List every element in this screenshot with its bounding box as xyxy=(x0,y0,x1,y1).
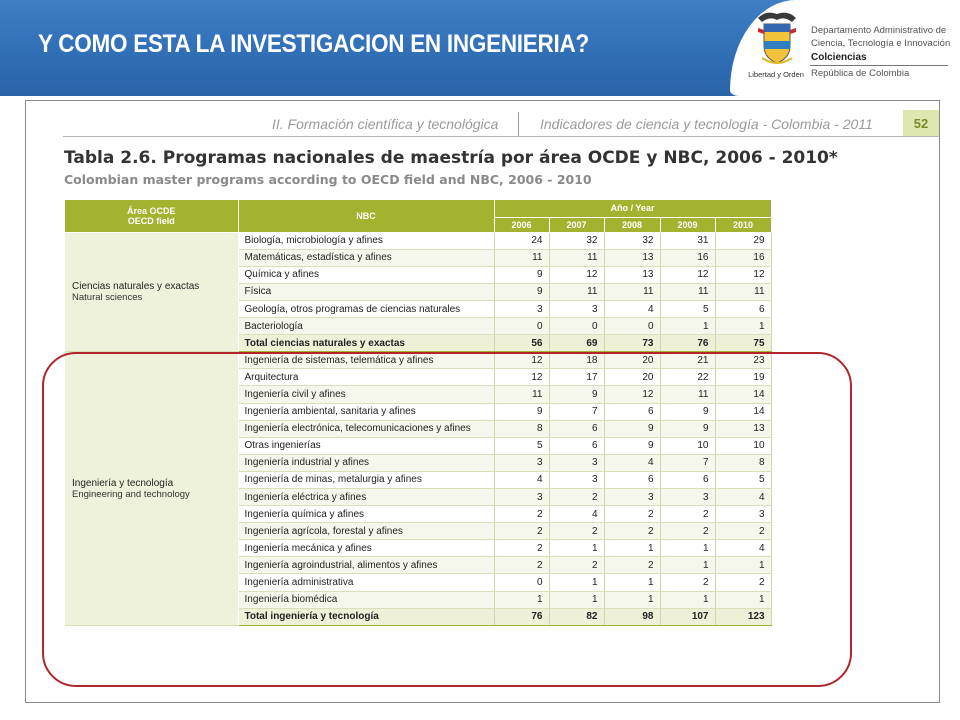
nbc-cell: Ingeniería administrativa xyxy=(238,574,494,591)
nbc-cell: Química y afines xyxy=(238,266,494,283)
nbc-cell: Biología, microbiología y afines xyxy=(238,232,494,249)
value-cell: 2 xyxy=(549,489,604,506)
header-nbc: NBC xyxy=(238,200,494,232)
value-cell: 3 xyxy=(660,489,715,506)
value-cell: 11 xyxy=(494,386,549,403)
value-cell: 20 xyxy=(604,352,660,369)
value-cell: 16 xyxy=(715,249,771,266)
value-cell: 1 xyxy=(494,591,549,608)
value-cell: 21 xyxy=(660,352,715,369)
value-cell: 5 xyxy=(715,471,771,488)
value-cell: 13 xyxy=(604,266,660,283)
value-cell: 75 xyxy=(715,335,771,352)
table-header-row xyxy=(65,200,771,217)
value-cell: 2 xyxy=(494,506,549,523)
value-cell: 9 xyxy=(494,266,549,283)
value-cell: 1 xyxy=(660,557,715,574)
header-year: 2009 xyxy=(660,217,715,232)
value-cell: 13 xyxy=(715,420,771,437)
table-row xyxy=(65,232,771,249)
value-cell: 76 xyxy=(660,335,715,352)
area-cell xyxy=(65,232,238,352)
value-cell: 3 xyxy=(549,471,604,488)
value-cell: 11 xyxy=(549,249,604,266)
area-name-es: Ciencias naturales y exactas xyxy=(72,280,200,292)
value-cell: 5 xyxy=(494,437,549,454)
value-cell: 12 xyxy=(549,266,604,283)
value-cell: 3 xyxy=(549,454,604,471)
value-cell: 32 xyxy=(604,232,660,249)
value-cell: 82 xyxy=(549,608,604,625)
value-cell: 1 xyxy=(660,318,715,335)
nbc-cell: Total ciencias naturales y exactas xyxy=(238,335,494,352)
value-cell: 1 xyxy=(715,591,771,608)
nbc-cell: Ingeniería agrícola, forestal y afines xyxy=(238,523,494,540)
nbc-cell: Ingeniería agroindustrial, alimentos y afines xyxy=(238,557,494,574)
value-cell: 2 xyxy=(604,523,660,540)
running-header-left: II. Formación científica y tecnológica xyxy=(272,116,499,132)
value-cell: 69 xyxy=(549,335,604,352)
value-cell: 9 xyxy=(494,283,549,300)
value-cell: 19 xyxy=(715,369,771,386)
header-year-group: Año / Year xyxy=(494,200,771,217)
nbc-cell: Bacteriología xyxy=(238,318,494,335)
value-cell: 2 xyxy=(660,574,715,591)
area-name-es: Ingeniería y tecnología xyxy=(72,477,174,489)
nbc-cell: Geología, otros programas de ciencias naturales xyxy=(238,300,494,317)
value-cell: 17 xyxy=(549,369,604,386)
org-name-line-2: Ciencia, Tecnología e Innovación xyxy=(811,38,951,49)
value-cell: 11 xyxy=(660,283,715,300)
header-year: 2007 xyxy=(549,217,604,232)
slide-title: Y COMO ESTA LA INVESTIGACION EN INGENIERIA? xyxy=(38,30,589,58)
header-area-en: OECD field xyxy=(127,215,175,226)
nbc-cell: Física xyxy=(238,283,494,300)
value-cell: 5 xyxy=(660,300,715,317)
running-header-divider xyxy=(518,112,519,136)
value-cell: 12 xyxy=(660,266,715,283)
header-year: 2010 xyxy=(715,217,771,232)
value-cell: 11 xyxy=(494,249,549,266)
value-cell: 18 xyxy=(549,352,604,369)
value-cell: 2 xyxy=(494,557,549,574)
value-cell: 4 xyxy=(604,454,660,471)
nbc-cell: Ingeniería de sistemas, telemática y afines xyxy=(238,352,494,369)
value-cell: 3 xyxy=(604,489,660,506)
value-cell: 6 xyxy=(549,437,604,454)
value-cell: 6 xyxy=(604,403,660,420)
nbc-cell: Ingeniería civil y afines xyxy=(238,386,494,403)
table-body xyxy=(65,232,771,625)
value-cell: 16 xyxy=(660,249,715,266)
header-area-es: Área OCDE xyxy=(126,205,176,216)
value-cell: 9 xyxy=(604,420,660,437)
value-cell: 9 xyxy=(660,420,715,437)
nbc-cell: Matemáticas, estadística y afines xyxy=(238,249,494,266)
value-cell: 2 xyxy=(660,523,715,540)
header-year: 2006 xyxy=(494,217,549,232)
value-cell: 1 xyxy=(604,591,660,608)
master-programs-table xyxy=(65,200,772,626)
value-cell: 3 xyxy=(494,300,549,317)
value-cell: 10 xyxy=(715,437,771,454)
value-cell: 0 xyxy=(494,318,549,335)
running-header-right: Indicadores de ciencia y tecnología - Colombia - 2011 xyxy=(540,116,873,132)
value-cell: 2 xyxy=(660,506,715,523)
value-cell: 73 xyxy=(604,335,660,352)
value-cell: 14 xyxy=(715,386,771,403)
value-cell: 1 xyxy=(660,540,715,557)
org-name-line-4: República de Colombia xyxy=(811,68,910,79)
nbc-cell: Ingeniería ambiental, sanitaria y afines xyxy=(238,403,494,420)
table-row xyxy=(65,352,771,369)
value-cell: 8 xyxy=(715,454,771,471)
value-cell: 9 xyxy=(549,386,604,403)
value-cell: 3 xyxy=(549,300,604,317)
value-cell: 9 xyxy=(660,403,715,420)
nbc-cell: Ingeniería de minas, metalurgia y afines xyxy=(238,471,494,488)
value-cell: 1 xyxy=(715,318,771,335)
org-name-line-1: Departamento Administrativo de xyxy=(811,25,947,36)
value-cell: 2 xyxy=(715,523,771,540)
value-cell: 6 xyxy=(604,471,660,488)
value-cell: 3 xyxy=(494,454,549,471)
area-name-en: Natural sciences xyxy=(72,291,143,303)
value-cell: 24 xyxy=(494,232,549,249)
value-cell: 0 xyxy=(494,574,549,591)
value-cell: 9 xyxy=(494,403,549,420)
value-cell: 6 xyxy=(715,300,771,317)
nbc-cell: Total ingeniería y tecnología xyxy=(238,608,494,625)
value-cell: 20 xyxy=(604,369,660,386)
value-cell: 4 xyxy=(549,506,604,523)
value-cell: 12 xyxy=(494,369,549,386)
value-cell: 2 xyxy=(549,557,604,574)
value-cell: 12 xyxy=(494,352,549,369)
header-area xyxy=(65,200,238,232)
value-cell: 4 xyxy=(494,471,549,488)
value-cell: 1 xyxy=(660,591,715,608)
value-cell: 12 xyxy=(604,386,660,403)
crest-motto: Libertad y Orden xyxy=(748,70,804,79)
value-cell: 2 xyxy=(494,523,549,540)
header-year: 2008 xyxy=(604,217,660,232)
value-cell: 1 xyxy=(549,540,604,557)
value-cell: 13 xyxy=(604,249,660,266)
value-cell: 76 xyxy=(494,608,549,625)
value-cell: 2 xyxy=(549,523,604,540)
value-cell: 8 xyxy=(494,420,549,437)
value-cell: 4 xyxy=(715,540,771,557)
value-cell: 7 xyxy=(549,403,604,420)
nbc-cell: Otras ingenierías xyxy=(238,437,494,454)
value-cell: 2 xyxy=(604,557,660,574)
value-cell: 6 xyxy=(549,420,604,437)
value-cell: 1 xyxy=(549,591,604,608)
coat-of-arms-icon xyxy=(752,8,802,68)
value-cell: 11 xyxy=(660,386,715,403)
header-rule xyxy=(63,136,939,137)
area-cell xyxy=(65,352,238,626)
value-cell: 1 xyxy=(604,540,660,557)
page-number: 52 xyxy=(903,110,939,137)
value-cell: 1 xyxy=(604,574,660,591)
value-cell: 1 xyxy=(715,557,771,574)
value-cell: 3 xyxy=(715,506,771,523)
value-cell: 2 xyxy=(715,574,771,591)
org-divider xyxy=(810,65,948,66)
area-name-en: Engineering and technology xyxy=(72,488,190,500)
table-title: Tabla 2.6. Programas nacionales de maestría por área OCDE y NBC, 2006 - 2010* xyxy=(64,148,838,168)
value-cell: 9 xyxy=(604,437,660,454)
value-cell: 32 xyxy=(549,232,604,249)
value-cell: 2 xyxy=(604,506,660,523)
nbc-cell: Ingeniería mecánica y afines xyxy=(238,540,494,557)
nbc-cell: Ingeniería biomédica xyxy=(238,591,494,608)
value-cell: 0 xyxy=(549,318,604,335)
nbc-cell: Ingeniería química y afines xyxy=(238,506,494,523)
value-cell: 7 xyxy=(660,454,715,471)
value-cell: 22 xyxy=(660,369,715,386)
value-cell: 4 xyxy=(604,300,660,317)
value-cell: 123 xyxy=(715,608,771,625)
value-cell: 11 xyxy=(549,283,604,300)
value-cell: 0 xyxy=(604,318,660,335)
value-cell: 29 xyxy=(715,232,771,249)
value-cell: 31 xyxy=(660,232,715,249)
value-cell: 14 xyxy=(715,403,771,420)
nbc-cell: Ingeniería electrónica, telecomunicaciones y afines xyxy=(238,420,494,437)
value-cell: 3 xyxy=(494,489,549,506)
value-cell: 10 xyxy=(660,437,715,454)
value-cell: 1 xyxy=(549,574,604,591)
value-cell: 11 xyxy=(604,283,660,300)
nbc-cell: Ingeniería eléctrica y afines xyxy=(238,489,494,506)
value-cell: 11 xyxy=(715,283,771,300)
value-cell: 6 xyxy=(660,471,715,488)
nbc-cell: Ingeniería industrial y afines xyxy=(238,454,494,471)
org-name-colciencias: Colciencias xyxy=(811,52,867,63)
value-cell: 12 xyxy=(715,266,771,283)
table-subtitle: Colombian master programs according to OECD field and NBC, 2006 - 2010 xyxy=(64,172,592,187)
value-cell: 23 xyxy=(715,352,771,369)
value-cell: 56 xyxy=(494,335,549,352)
value-cell: 107 xyxy=(660,608,715,625)
nbc-cell: Arquitectura xyxy=(238,369,494,386)
value-cell: 2 xyxy=(494,540,549,557)
value-cell: 98 xyxy=(604,608,660,625)
value-cell: 4 xyxy=(715,489,771,506)
